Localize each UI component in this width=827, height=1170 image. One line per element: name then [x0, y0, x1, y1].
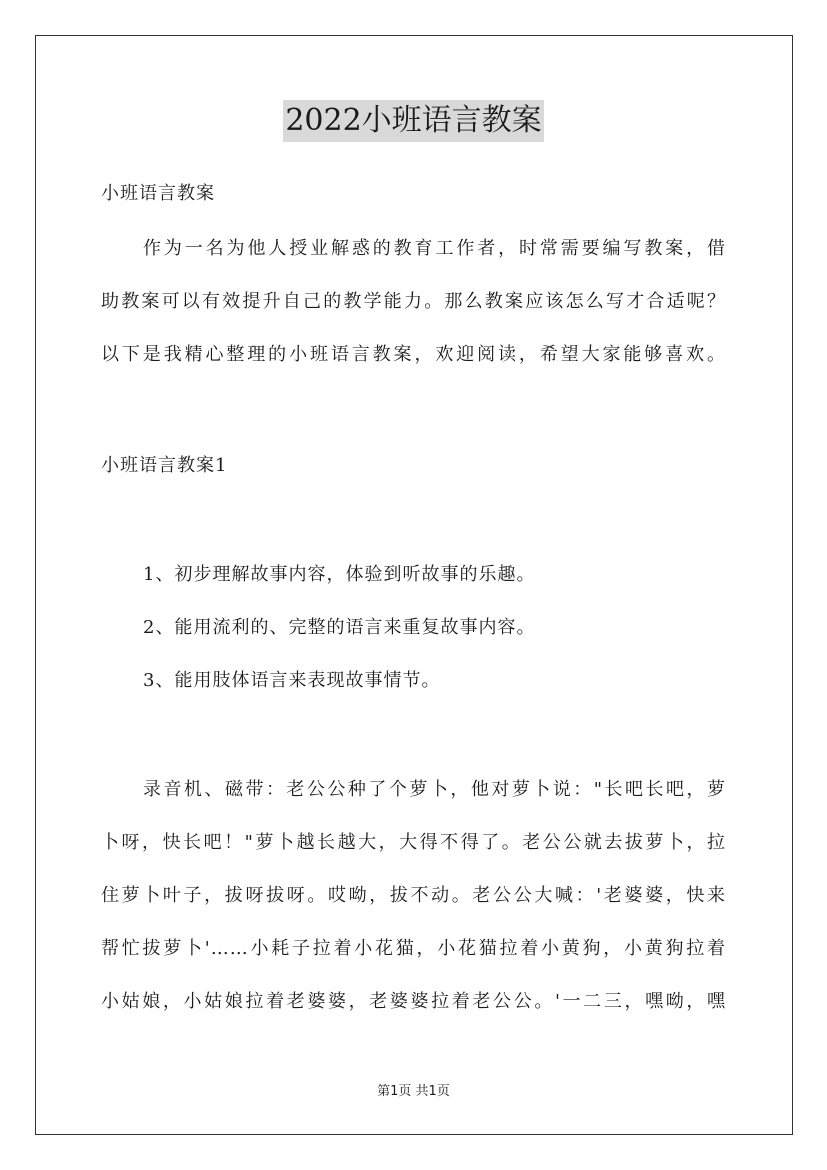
intro-line-2: 助教案可以有效提升自己的教学能力。那么教案应该怎么写才合适呢？: [101, 291, 726, 312]
story-line-1: 录音机、磁带：老公公种了个萝卜，他对萝卜说："长吧长吧，萝: [143, 779, 726, 800]
story-line-2: 卜呀，快长吧！"萝卜越长越大，大得不得了。老公公就去拔萝卜，拉: [101, 832, 726, 853]
lesson-heading: 小班语言教案1: [101, 455, 228, 476]
document-title: 2022小班语言教案: [283, 100, 543, 142]
goal-item-2: 2、能用流利的、完整的语言来重复故事内容。: [143, 617, 536, 638]
page-footer: 第1页 共1页: [377, 1084, 450, 1099]
story-line-5: 小姑娘，小姑娘拉着老婆婆，老婆婆拉着老公公。'一二三，嘿呦，嘿: [101, 991, 726, 1012]
intro-line-3: 以下是我精心整理的小班语言教案，欢迎阅读，希望大家能够喜欢。: [101, 344, 726, 365]
story-line-4: 帮忙拔萝卜'……小耗子拉着小花猫，小花猫拉着小黄狗，小黄狗拉着: [101, 938, 726, 959]
title-container: [0, 100, 827, 142]
goal-item-1: 1、初步理解故事内容，体验到听故事的乐趣。: [143, 564, 536, 585]
story-line-3: 住萝卜叶子，拔呀拔呀。哎呦，拔不动。老公公大喊：'老婆婆，快来: [101, 885, 726, 906]
section-heading: 小班语言教案: [101, 183, 215, 204]
intro-line-1: 作为一名为他人授业解惑的教育工作者，时常需要编写教案，借: [143, 238, 726, 259]
goal-item-3: 3、能用肢体语言来表现故事情节。: [143, 670, 441, 691]
